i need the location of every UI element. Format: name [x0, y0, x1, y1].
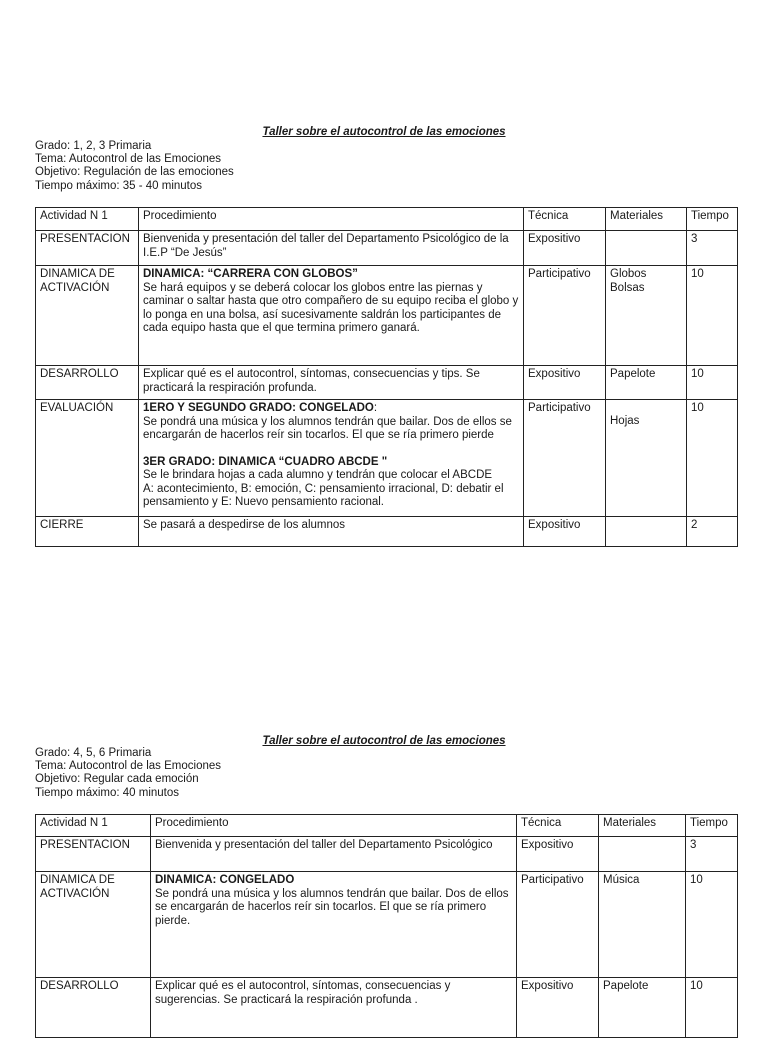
tecnica-cell: Participativo	[524, 400, 606, 517]
procedure-text: A: acontecimiento, B: emoción, C: pensamiento irracional, D: debatir el pensamiento y E: Nuevo pensamiento racional.	[143, 482, 504, 508]
materiales-cell: Música	[599, 872, 686, 978]
tiempo-cell: 10	[687, 366, 738, 400]
table-row	[36, 978, 738, 1038]
tecnica-cell: Expositivo	[524, 517, 606, 547]
header-tecnica: Técnica	[517, 815, 599, 837]
actividad-cell: DINAMICA DE ACTIVACIÓN	[36, 872, 151, 978]
actividad-cell: DESARROLLO	[36, 978, 151, 1038]
actividad-cell: DINAMICA DE ACTIVACIÓN	[36, 266, 139, 366]
header-actividad: Actividad N 1	[36, 208, 139, 231]
tecnica-cell: Expositivo	[517, 837, 599, 872]
material-item: Hojas	[610, 415, 640, 427]
section1-title: Taller sobre el autocontrol de las emociones	[262, 126, 506, 138]
header-procedimiento: Procedimiento	[139, 208, 524, 231]
actividad-cell: CIERRE	[36, 517, 139, 547]
table-row	[36, 517, 738, 547]
actividad-cell: DESARROLLO	[36, 366, 139, 400]
procedimiento-cell	[139, 266, 524, 366]
procedure-text: Se pondrá una música y los alumnos tendrán que bailar. Dos de ellos se encargarán de hacerlos reír sin tocarlos. El que se ría primero pierde	[143, 415, 512, 441]
header-tecnica: Técnica	[524, 208, 606, 231]
procedure-text: Se pondrá una música y los alumnos tendrán que bailar. Dos de ellos se encargarán de hacerlos reír sin tocarlos. El que se ría primero pierde.	[155, 887, 509, 927]
table-row	[36, 837, 738, 872]
procedimiento-cell: Bienvenida y presentación del taller del Departamento Psicológico	[151, 837, 517, 872]
materiales-cell	[606, 266, 687, 366]
section1-objetivo: Objetivo: Regulación de las emociones	[35, 166, 234, 179]
materiales-cell	[606, 400, 687, 517]
section2-grado: Grado: 4, 5, 6 Primaria	[35, 747, 152, 759]
procedure-text: Se hará equipos y se deberá colocar los globos entre las piernas y caminar o saltar hasta que otro compañero de su equipo reciba el globo y lo ponga en una bolsa, así sucesivamente saldrán los participantes de cada equipo hasta que el que termina primero ganará.	[143, 281, 519, 334]
header-tiempo: Tiempo	[686, 815, 738, 837]
tiempo-cell: 2	[687, 517, 738, 547]
tiempo-cell: 3	[686, 837, 738, 872]
section2-objetivo: Objetivo: Regular cada emoción	[35, 773, 199, 786]
header-procedimiento: Procedimiento	[151, 815, 517, 837]
tecnica-cell: Participativo	[517, 872, 599, 978]
tiempo-cell: 3	[687, 231, 738, 266]
header-actividad: Actividad N 1	[36, 815, 151, 837]
procedure-text: Se le brindara hojas a cada alumno y tendrán que colocar el ABCDE	[143, 469, 493, 481]
procedimiento-cell	[151, 872, 517, 978]
actividad-cell: PRESENTACION	[36, 231, 139, 266]
procedimiento-cell: Explicar qué es el autocontrol, síntomas, consecuencias y sugerencias. Se practicará la respiración profunda .	[151, 978, 517, 1038]
materiales-cell: Papelote	[599, 978, 686, 1038]
section1-tiempo: Tiempo máximo: 35 - 40 minutos	[35, 179, 203, 192]
procedure-heading-colon: :	[373, 402, 378, 414]
section2-meta	[35, 747, 221, 800]
header-materiales: Materiales	[599, 815, 686, 837]
tecnica-cell: Expositivo	[524, 231, 606, 266]
table-row	[36, 366, 738, 400]
material-item: Bolsas	[610, 281, 645, 294]
procedimiento-cell: Explicar qué es el autocontrol, síntomas, consecuencias y tips. Se practicará la respiración profunda.	[139, 366, 524, 400]
materiales-cell	[606, 231, 687, 266]
materiales-cell: Papelote	[606, 366, 687, 400]
section2-table	[35, 814, 738, 1038]
header-tiempo: Tiempo	[687, 208, 738, 231]
procedure-heading: DINAMICA: “CARRERA CON GLOBOS”	[143, 268, 358, 280]
section2-tiempo: Tiempo máximo: 40 minutos	[35, 786, 180, 799]
procedure-heading: DINAMICA: CONGELADO	[155, 874, 295, 886]
section2-tema: Tema: Autocontrol de las Emociones	[35, 760, 222, 773]
table-row	[36, 266, 738, 366]
procedimiento-cell	[139, 400, 524, 517]
section1-meta	[35, 140, 234, 193]
procedure-heading: 3ER GRADO: DINAMICA “CUADRO ABCDE "	[143, 455, 388, 468]
table-header-row	[36, 815, 738, 837]
section1-tema: Tema: Autocontrol de las Emociones	[35, 153, 222, 166]
tecnica-cell: Expositivo	[524, 366, 606, 400]
table-row	[36, 400, 738, 517]
material-item: Globos	[610, 268, 647, 280]
section1-grado: Grado: 1, 2, 3 Primaria	[35, 140, 152, 152]
actividad-cell: EVALUACIÓN	[36, 400, 139, 517]
tecnica-cell: Participativo	[524, 266, 606, 366]
tiempo-cell: 10	[686, 978, 738, 1038]
tiempo-cell: 10	[687, 400, 738, 517]
materiales-cell	[606, 517, 687, 547]
table-header-row	[36, 208, 738, 231]
table-row	[36, 231, 738, 266]
procedimiento-cell: Bienvenida y presentación del taller del Departamento Psicológico de la I.E.P “De Jesús”	[139, 231, 524, 266]
actividad-cell: PRESENTACION	[36, 837, 151, 872]
section2-title: Taller sobre el autocontrol de las emociones	[262, 735, 506, 747]
section1-table	[35, 207, 738, 547]
materiales-cell	[599, 837, 686, 872]
header-materiales: Materiales	[606, 208, 687, 231]
tiempo-cell: 10	[686, 872, 738, 978]
procedimiento-cell: Se pasará a despedirse de los alumnos	[139, 517, 524, 547]
tecnica-cell: Expositivo	[517, 978, 599, 1038]
procedure-heading: 1ERO Y SEGUNDO GRADO: CONGELADO	[143, 402, 374, 414]
table-row	[36, 872, 738, 978]
tiempo-cell: 10	[687, 266, 738, 366]
